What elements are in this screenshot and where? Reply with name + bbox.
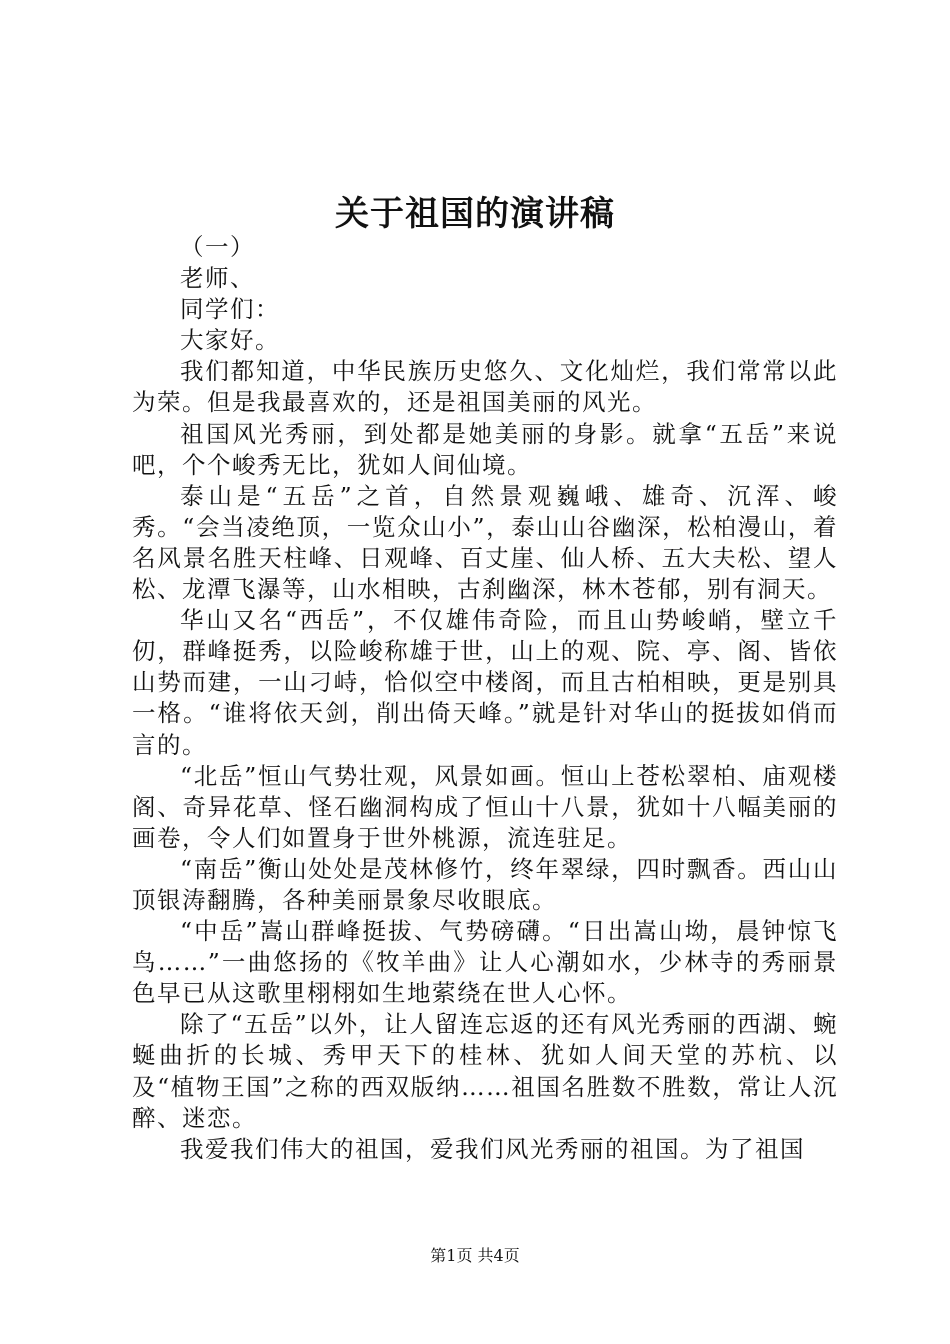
paragraph: “中岳”嵩山群峰挺拔、气势磅礴。“日出嵩山坳，晨钟惊飞鸟……”一曲悠扬的《牧羊曲》让人心潮如水，少林寺的秀丽景色早已从这歌里栩栩如生地萦绕在世人心怀。 (132, 917, 838, 1008)
document-title: 关于祖国的演讲稿 (335, 194, 615, 234)
paragraph: “北岳”恒山气势壮观，风景如画。恒山上苍松翠柏、庙观楼阁、奇异花草、怪石幽洞构成了恒山十八景，犹如十八幅美丽的画卷，令人们如置身于世外桃源，流连驻足。 (132, 761, 838, 852)
paragraph: 除了“五岳”以外，让人留连忘返的还有风光秀丽的西湖、蜿蜒曲折的长城、秀甲天下的桂林、犹如人间天堂的苏杭、以及“植物王国”之称的西双版纳……祖国名胜数不胜数，常让人沉醉、迷恋。 (132, 1010, 838, 1132)
paragraph: 同学们： (180, 295, 280, 324)
paragraph: 我们都知道，中华民族历史悠久、文化灿烂，我们常常以此为荣。但是我最喜欢的，还是祖国美丽的风光。 (132, 357, 838, 417)
page-footer: 第1页 共4页 (430, 1246, 520, 1265)
paragraph: 泰山是“五岳”之首，自然景观巍峨、雄奇、沉浑、峻秀。“会当凌绝顶，一览众山小”，泰山山谷幽深，松柏漫山，着名风景名胜天柱峰、日观峰、百丈崖、仙人桥、五大夫松、望人松、龙潭飞瀑等，山水相映，古刹幽深，林木苍郁，别有洞天。 (132, 481, 838, 604)
document-body (132, 232, 838, 1165)
paragraph: 老师、 (180, 264, 255, 293)
paragraph: 我爱我们伟大的祖国，爱我们风光秀丽的祖国。为了祖国 (180, 1134, 805, 1163)
paragraph: 祖国风光秀丽，到处都是她美丽的身影。就拿“五岳”来说吧，个个峻秀无比，犹如人间仙境。 (132, 419, 838, 479)
paragraph: 大家好。 (180, 326, 280, 355)
paragraph: “南岳”衡山处处是茂林修竹，终年翠绿，四时飘香。西山山顶银涛翻腾，各种美丽景象尽收眼底。 (132, 854, 838, 914)
paragraph: （一） (180, 233, 255, 261)
paragraph: 华山又名“西岳”，不仅雄伟奇险，而且山势峻峭，壁立千仞，群峰挺秀，以险峻称雄于世，山上的观、院、亭、阁、皆依山势而建，一山刁峙，恰似空中楼阁，而且古柏相映，更是别具一格。“谁将依天剑，削出倚天峰。”就是针对华山的挺拔如俏而言的。 (132, 606, 838, 759)
